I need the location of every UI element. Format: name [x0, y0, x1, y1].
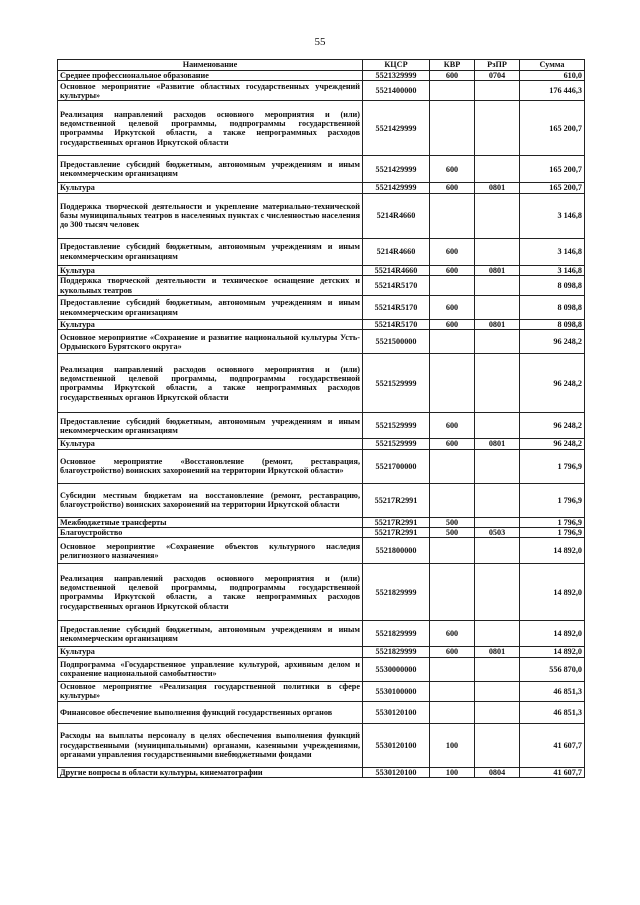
header-row	[58, 60, 585, 71]
row-kvr-cell: 600	[430, 413, 475, 439]
row-name-cell: Основное мероприятие «Сохранение объектов культурного наследия религиозного назначения»	[58, 538, 363, 564]
row-rzpr-cell	[475, 296, 520, 320]
row-name-cell: Основное мероприятие «Реализация государственной политики в сфере культуры»	[58, 681, 363, 701]
row-kvr-cell: 600	[430, 647, 475, 657]
row-sum-cell: 96 248,2	[520, 439, 585, 449]
row-rzpr-cell: 0801	[475, 265, 520, 275]
table-row	[58, 564, 585, 621]
table-row	[58, 439, 585, 449]
row-rzpr-cell	[475, 101, 520, 156]
row-rzpr-cell	[475, 330, 520, 354]
row-sum-cell: 556 870,0	[520, 657, 585, 681]
row-name-cell: Реализация направлений расходов основного мероприятия и (или) ведомственной целевой программы, подпрограммы государственной программы Иркутской области, а также непрограммных расходов государственных органов Иркутской области	[58, 354, 363, 413]
row-name-cell: Культура	[58, 265, 363, 275]
row-kcsr-cell: 5521400000	[363, 81, 430, 101]
table-row	[58, 517, 585, 527]
row-sum-cell: 96 248,2	[520, 354, 585, 413]
row-sum-cell: 8 098,8	[520, 296, 585, 320]
page-number: 55	[314, 36, 326, 48]
row-name-cell: Предоставление субсидий бюджетным, автономным учреждениям и иным некоммерческим организациям	[58, 621, 363, 647]
row-kvr-cell	[430, 657, 475, 681]
header-sum: Сумма	[520, 60, 585, 71]
row-kcsr-cell: 5521829999	[363, 621, 430, 647]
row-rzpr-cell	[475, 413, 520, 439]
row-kvr-cell	[430, 483, 475, 517]
row-rzpr-cell	[475, 657, 520, 681]
row-kvr-cell: 500	[430, 517, 475, 527]
table-row	[58, 330, 585, 354]
row-kcsr-cell: 5214R4660	[363, 193, 430, 238]
table-row	[58, 701, 585, 723]
row-kcsr-cell: 5530100000	[363, 681, 430, 701]
row-rzpr-cell	[475, 238, 520, 265]
row-sum-cell: 46 851,3	[520, 681, 585, 701]
row-kvr-cell: 600	[430, 71, 475, 81]
row-kvr-cell: 600	[430, 265, 475, 275]
row-sum-cell: 3 146,8	[520, 265, 585, 275]
row-sum-cell: 41 607,7	[520, 767, 585, 777]
row-rzpr-cell: 0804	[475, 767, 520, 777]
table-row	[58, 413, 585, 439]
row-name-cell: Поддержка творческой деятельности и укрепление материально-технической базы муниципальных театров в населенных пунктах с численностью населения до 300 тысяч человек	[58, 193, 363, 238]
row-name-cell: Межбюджетные трансферты	[58, 517, 363, 527]
header-name: Наименование	[58, 60, 363, 71]
row-kvr-cell	[430, 101, 475, 156]
row-rzpr-cell	[475, 564, 520, 621]
row-kcsr-cell: 5521329999	[363, 71, 430, 81]
row-rzpr-cell	[475, 156, 520, 183]
table-row	[58, 238, 585, 265]
row-name-cell: Предоставление субсидий бюджетным, автономным учреждениям и иным некоммерческим организациям	[58, 238, 363, 265]
table-row	[58, 723, 585, 767]
row-rzpr-cell	[475, 723, 520, 767]
row-kvr-cell: 600	[430, 296, 475, 320]
row-sum-cell: 165 200,7	[520, 183, 585, 193]
budget-table	[57, 59, 585, 778]
row-rzpr-cell	[475, 517, 520, 527]
row-kvr-cell	[430, 330, 475, 354]
row-sum-cell: 14 892,0	[520, 538, 585, 564]
row-kcsr-cell: 5521529999	[363, 439, 430, 449]
row-kcsr-cell: 5530120100	[363, 723, 430, 767]
row-sum-cell: 3 146,8	[520, 238, 585, 265]
row-kcsr-cell: 5521500000	[363, 330, 430, 354]
row-kvr-cell: 600	[430, 621, 475, 647]
row-sum-cell: 1 796,9	[520, 449, 585, 483]
table-row	[58, 657, 585, 681]
row-name-cell: Поддержка творческой деятельности и техническое оснащение детских и кукольных театров	[58, 276, 363, 296]
row-sum-cell: 41 607,7	[520, 723, 585, 767]
row-kvr-cell	[430, 681, 475, 701]
row-rzpr-cell	[475, 276, 520, 296]
row-rzpr-cell: 0503	[475, 528, 520, 538]
row-rzpr-cell	[475, 81, 520, 101]
row-kvr-cell	[430, 193, 475, 238]
row-name-cell: Подпрограмма «Государственное управление культурой, архивным делом и сохранение национальной самобытности»	[58, 657, 363, 681]
row-rzpr-cell	[475, 701, 520, 723]
row-rzpr-cell: 0801	[475, 439, 520, 449]
row-name-cell: Среднее профессиональное образование	[58, 71, 363, 81]
row-kcsr-cell: 5214R4660	[363, 238, 430, 265]
table-row	[58, 320, 585, 330]
row-name-cell: Реализация направлений расходов основного мероприятия и (или) ведомственной целевой программы, подпрограммы государственной программы Иркутской области, а также непрограммных расходов государственных органов Иркутской области	[58, 101, 363, 156]
table-body	[58, 71, 585, 778]
table-row	[58, 276, 585, 296]
header-kvr: КВР	[430, 60, 475, 71]
row-sum-cell: 1 796,9	[520, 483, 585, 517]
table-row	[58, 193, 585, 238]
row-name-cell: Культура	[58, 647, 363, 657]
row-rzpr-cell	[475, 354, 520, 413]
row-kvr-cell	[430, 564, 475, 621]
row-name-cell: Культура	[58, 183, 363, 193]
row-kcsr-cell: 55214R5170	[363, 296, 430, 320]
row-rzpr-cell: 0801	[475, 320, 520, 330]
row-name-cell: Основное мероприятие «Сохранение и развитие национальной культуры Усть-Ордынского Бурятского округа»	[58, 330, 363, 354]
row-rzpr-cell: 0704	[475, 71, 520, 81]
row-sum-cell: 3 146,8	[520, 193, 585, 238]
table-row	[58, 183, 585, 193]
row-kvr-cell	[430, 276, 475, 296]
table-row	[58, 265, 585, 275]
row-kcsr-cell: 5530120100	[363, 701, 430, 723]
table-header	[58, 60, 585, 71]
row-kcsr-cell: 5521829999	[363, 647, 430, 657]
row-rzpr-cell	[475, 483, 520, 517]
row-kvr-cell	[430, 81, 475, 101]
row-kvr-cell	[430, 538, 475, 564]
row-name-cell: Основное мероприятие «Развитие областных государственных учреждений культуры»	[58, 81, 363, 101]
row-name-cell: Культура	[58, 439, 363, 449]
table-row	[58, 538, 585, 564]
row-name-cell: Предоставление субсидий бюджетным, автономным учреждениям и иным некоммерческим организациям	[58, 413, 363, 439]
row-kcsr-cell: 5521700000	[363, 449, 430, 483]
row-sum-cell: 14 892,0	[520, 564, 585, 621]
row-sum-cell: 8 098,8	[520, 320, 585, 330]
row-kcsr-cell: 55217R2991	[363, 483, 430, 517]
table-row	[58, 296, 585, 320]
row-kcsr-cell: 5521800000	[363, 538, 430, 564]
row-kvr-cell	[430, 354, 475, 413]
row-name-cell: Расходы на выплаты персоналу в целях обеспечения выполнения функций государственными (муниципальными) органами, казенными учреждениями, органами управления государственными внебюджетными фондами	[58, 723, 363, 767]
row-kcsr-cell: 5521529999	[363, 413, 430, 439]
table-row	[58, 449, 585, 483]
table-row	[58, 483, 585, 517]
row-sum-cell: 8 098,8	[520, 276, 585, 296]
row-name-cell: Благоустройство	[58, 528, 363, 538]
row-kcsr-cell: 5521429999	[363, 101, 430, 156]
row-name-cell: Основное мероприятие «Восстановление (ремонт, реставрация, благоустройство) воинских захоронений на территории Иркутской области»	[58, 449, 363, 483]
row-sum-cell: 96 248,2	[520, 413, 585, 439]
row-sum-cell: 165 200,7	[520, 156, 585, 183]
row-sum-cell: 46 851,3	[520, 701, 585, 723]
row-rzpr-cell: 0801	[475, 647, 520, 657]
row-rzpr-cell	[475, 193, 520, 238]
header-rzpr: РзПР	[475, 60, 520, 71]
table-row	[58, 101, 585, 156]
row-kcsr-cell: 55214R4660	[363, 265, 430, 275]
row-name-cell: Финансовое обеспечение выполнения функций государственных органов	[58, 701, 363, 723]
header-kcsr: КЦСР	[363, 60, 430, 71]
row-kcsr-cell: 55214R5170	[363, 320, 430, 330]
table-row	[58, 681, 585, 701]
table-row	[58, 528, 585, 538]
row-kvr-cell: 100	[430, 723, 475, 767]
row-sum-cell: 14 892,0	[520, 647, 585, 657]
row-name-cell: Предоставление субсидий бюджетным, автономным учреждениям и иным некоммерческим организациям	[58, 156, 363, 183]
row-sum-cell: 610,0	[520, 71, 585, 81]
row-kcsr-cell: 55217R2991	[363, 528, 430, 538]
row-rzpr-cell	[475, 621, 520, 647]
row-sum-cell: 96 248,2	[520, 330, 585, 354]
row-kvr-cell: 600	[430, 320, 475, 330]
row-kcsr-cell: 55214R5170	[363, 276, 430, 296]
row-name-cell: Реализация направлений расходов основного мероприятия и (или) ведомственной целевой программы, подпрограммы государственной программы Иркутской области, а также непрограммных расходов государственных органов Иркутской области	[58, 564, 363, 621]
row-sum-cell: 165 200,7	[520, 101, 585, 156]
row-name-cell: Предоставление субсидий бюджетным, автономным учреждениям и иным некоммерческим организациям	[58, 296, 363, 320]
table-row	[58, 354, 585, 413]
row-sum-cell: 176 446,3	[520, 81, 585, 101]
table-row	[58, 621, 585, 647]
row-rzpr-cell	[475, 538, 520, 564]
row-name-cell: Другие вопросы в области культуры, кинематографии	[58, 767, 363, 777]
row-sum-cell: 14 892,0	[520, 621, 585, 647]
table-row	[58, 647, 585, 657]
row-kvr-cell: 600	[430, 183, 475, 193]
row-rzpr-cell	[475, 449, 520, 483]
row-kvr-cell: 600	[430, 238, 475, 265]
table-row	[58, 71, 585, 81]
row-kvr-cell: 600	[430, 156, 475, 183]
row-kcsr-cell: 5530120100	[363, 767, 430, 777]
row-rzpr-cell	[475, 681, 520, 701]
row-kcsr-cell: 5521429999	[363, 183, 430, 193]
row-rzpr-cell: 0801	[475, 183, 520, 193]
row-kvr-cell: 100	[430, 767, 475, 777]
row-kvr-cell: 600	[430, 439, 475, 449]
table-row	[58, 767, 585, 777]
table-row	[58, 81, 585, 101]
row-kcsr-cell: 5521529999	[363, 354, 430, 413]
table-row	[58, 156, 585, 183]
row-name-cell: Культура	[58, 320, 363, 330]
row-kvr-cell	[430, 449, 475, 483]
row-name-cell: Субсидии местным бюджетам на восстановление (ремонт, реставрацию, благоустройство) воинских захоронений на территории Иркутской области	[58, 483, 363, 517]
row-sum-cell: 1 796,9	[520, 517, 585, 527]
row-kcsr-cell: 5521829999	[363, 564, 430, 621]
row-kcsr-cell: 55217R2991	[363, 517, 430, 527]
row-kcsr-cell: 5530000000	[363, 657, 430, 681]
row-kcsr-cell: 5521429999	[363, 156, 430, 183]
row-sum-cell: 1 796,9	[520, 528, 585, 538]
row-kvr-cell	[430, 701, 475, 723]
row-kvr-cell: 500	[430, 528, 475, 538]
